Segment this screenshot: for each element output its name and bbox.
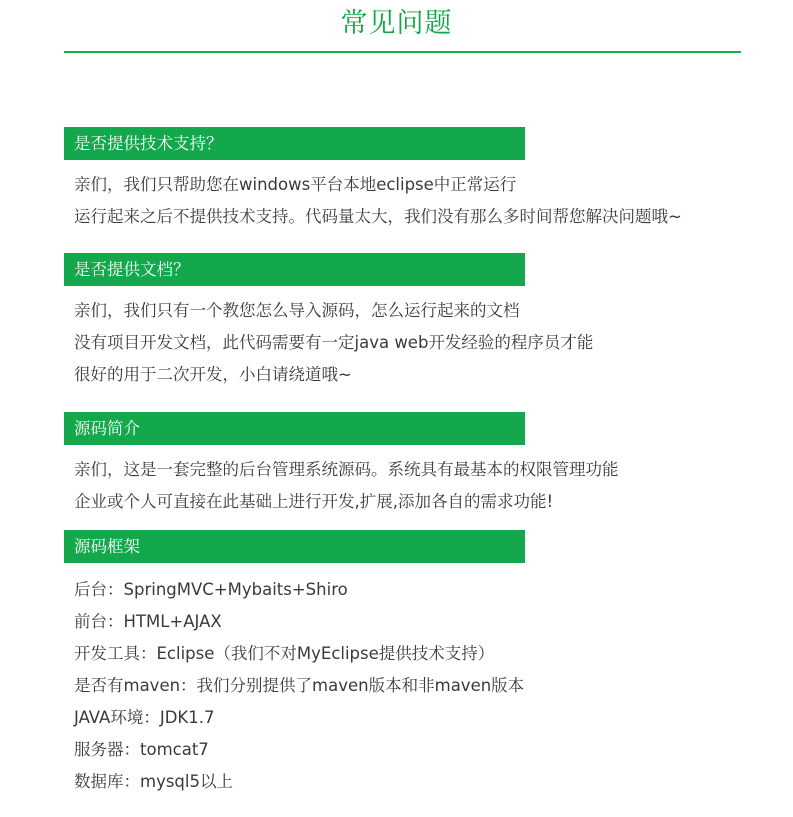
section-line: 很好的用于二次开发，小白请绕道哦~ — [74, 365, 352, 384]
section-header: 是否提供技术支持？ — [64, 127, 525, 160]
section-line: 开发工具：Eclipse（我们不对MyEclipse提供技术支持） — [74, 644, 495, 663]
section-line: 运行起来之后不提供技术支持。代码量太大，我们没有那么多时间帮您解决问题哦~ — [74, 207, 682, 226]
section-body — [74, 574, 793, 798]
section-header: 是否提供文档？ — [64, 253, 525, 286]
section-source-intro — [0, 412, 793, 534]
section-tech-support — [0, 127, 793, 249]
section-line: 企业或个人可直接在此基础上进行开发,扩展,添加各自的需求功能! — [74, 492, 554, 511]
page-title: 常见问题 — [340, 8, 453, 39]
title-divider — [64, 51, 741, 53]
section-line: 是否有maven：我们分别提供了maven版本和非maven版本 — [74, 676, 525, 695]
section-line: 数据库：mysql5以上 — [74, 772, 233, 791]
section-line: 亲们，我们只有一个教您怎么导入源码，怎么运行起来的文档 — [74, 301, 520, 320]
section-header: 源码简介 — [64, 412, 525, 445]
section-line: 亲们，这是一套完整的后台管理系统源码。系统具有最基本的权限管理功能 — [74, 460, 619, 479]
section-line: 前台：HTML+AJAX — [74, 612, 222, 631]
section-header: 源码框架 — [64, 530, 525, 563]
section-body — [74, 169, 793, 233]
section-body — [74, 295, 793, 391]
section-line: 服务器：tomcat7 — [74, 740, 209, 759]
section-documentation — [0, 253, 793, 407]
section-line: 没有项目开发文档，此代码需要有一定java web开发经验的程序员才能 — [74, 333, 594, 352]
section-line: 后台：SpringMVC+Mybaits+Shiro — [74, 580, 348, 599]
section-body — [74, 454, 793, 518]
section-line: JAVA环境：JDK1.7 — [74, 708, 215, 727]
section-source-framework — [0, 530, 793, 814]
section-line: 亲们，我们只帮助您在windows平台本地eclipse中正常运行 — [74, 175, 517, 194]
